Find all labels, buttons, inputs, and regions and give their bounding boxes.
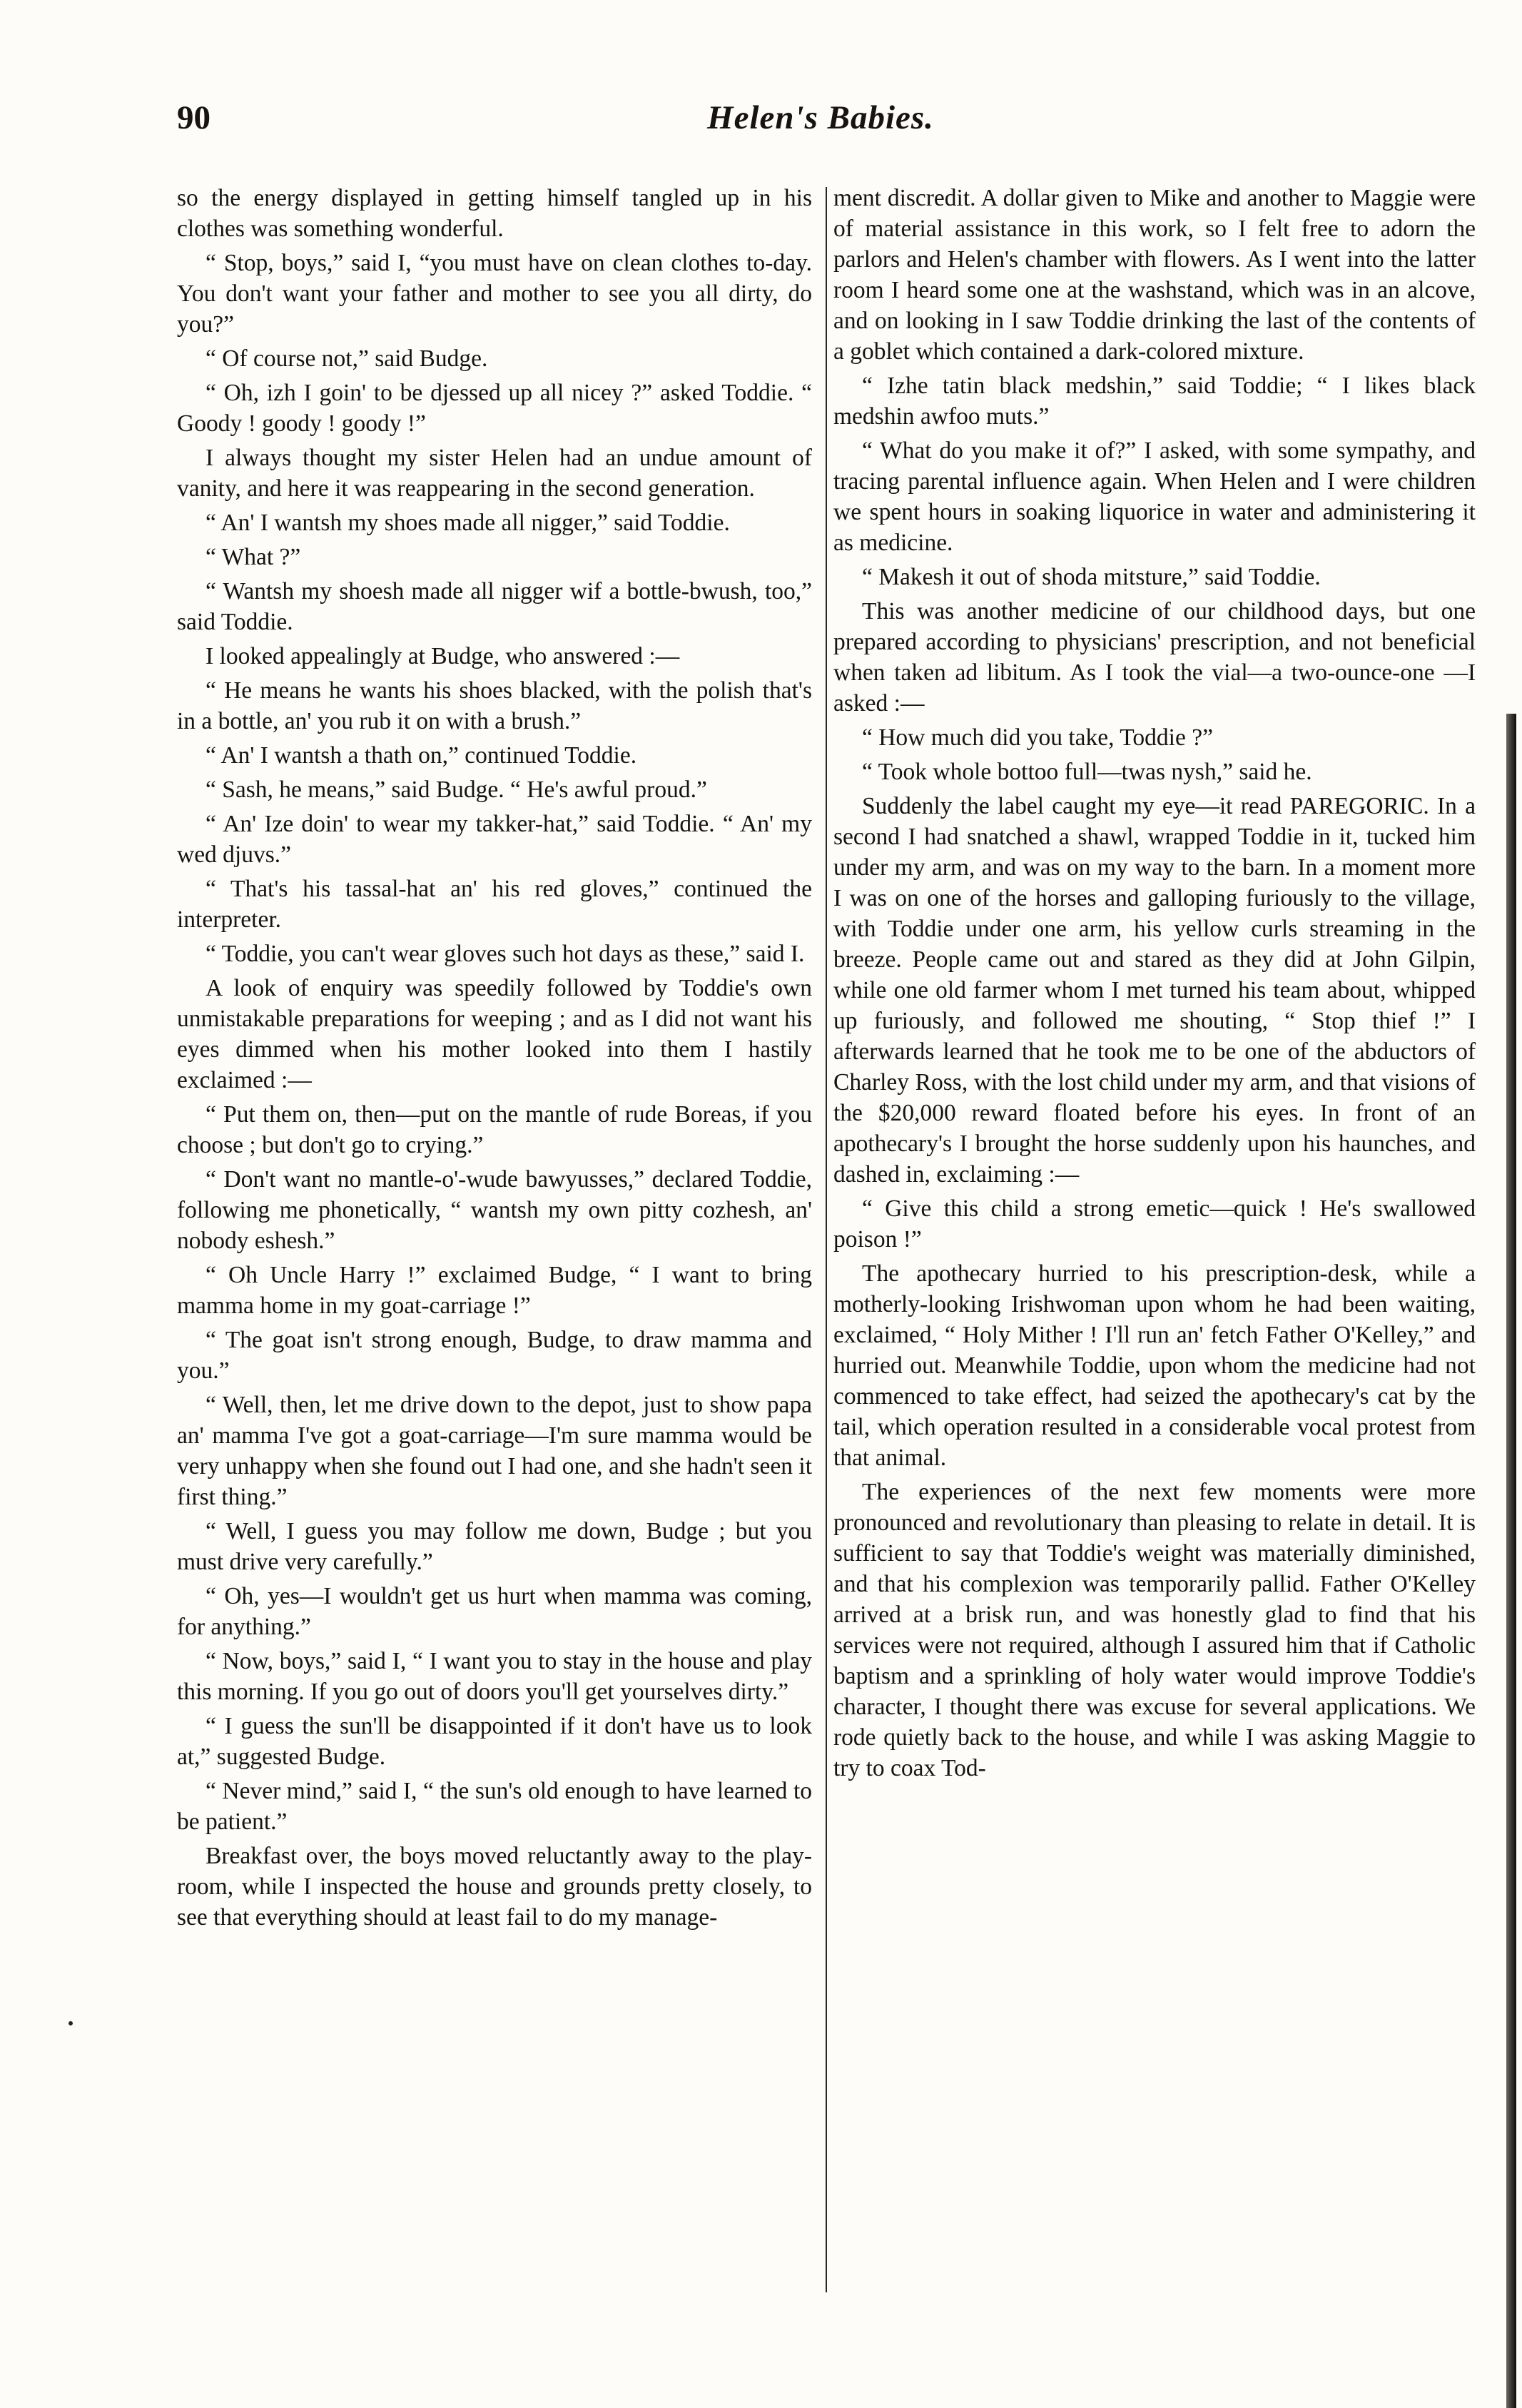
paragraph: “ An' Ize doin' to wear my takker-hat,” said Toddie. “ An' my wed djuvs.” bbox=[177, 811, 812, 868]
paragraph: “ Of course not,” said Budge. bbox=[206, 345, 488, 372]
paragraph: “ The goat isn't strong enough, Budge, to draw mamma and you.” bbox=[177, 1327, 812, 1384]
paragraph: “ Izhe tatin black medshin,” said Toddie; “ I likes black medshin awfoo muts.” bbox=[833, 373, 1476, 430]
paragraph: “ Give this child a strong emetic—quick ! He's swallowed poison !” bbox=[833, 1195, 1476, 1253]
paragraph: The experiences of the next few moments were more pronounced and revolutionary than pleasing to relate in detail. It is sufficient to say that Toddie's weight was materially diminished, and that his complexion was temporarily pallid. Father O'Kelley arrived at a brisk run, and was honestly glad to find that his services were not required, although I assured him that if Catholic baptism and a sprinkling of holy water would improve Toddie's character, I thought there was excuse for several applications. We rode quietly back to the house, and while I was asking Maggie to try to coax Tod- bbox=[833, 1479, 1476, 1781]
paragraph: “ Well, I guess you may follow me down, Budge ; but you must drive very carefully.” bbox=[177, 1518, 812, 1575]
paragraph: “ Toddie, you can't wear gloves such hot days as these,” said I. bbox=[206, 941, 805, 967]
paragraph: “ He means he wants his shoes blacked, with the polish that's in a bottle, an' you rub it on with a brush.” bbox=[177, 677, 812, 734]
paragraph: “ Oh Uncle Harry !” exclaimed Budge, “ I want to bring mamma home in my goat-carriage !” bbox=[177, 1262, 812, 1319]
paragraph: Suddenly the label caught my eye—it read PAREGORIC. In a second I had snatched a shawl, wrapped Toddie in it, tucked him under my arm, and was on my way to the barn. In a moment more I was on one of the horses and galloping furiously to the village, with Toddie under one arm, his yellow curls streaming in the breeze. People came out and stared as they did at John Gilpin, while one old farmer whom I met turned his team about, whipped up furiously, and followed me shouting, “ Stop thief !” I afterwards learned that he took me to be one of the abductors of Charley Ross, with the lost child under my arm, and that visions of the $20,000 reward floated before his eyes. In front of an apothecary's I brought the horse suddenly upon his haunches, and dashed in, exclaiming :— bbox=[833, 793, 1476, 1188]
paragraph: “ I guess the sun'll be disappointed if it don't have us to look at,” suggested Budge. bbox=[177, 1713, 812, 1770]
paragraph: “ Makesh it out of shoda mitsture,” said Toddie. bbox=[862, 564, 1321, 590]
paragraph: “ That's his tassal-hat an' his red gloves,” continued the interpreter. bbox=[177, 876, 812, 933]
paragraph: I always thought my sister Helen had an undue amount of vanity, and here it was reappearing in the second generation. bbox=[177, 445, 812, 502]
book-title: Helen's Babies. bbox=[707, 99, 934, 136]
paragraph: “ An' I wantsh my shoes made all nigger,” said Toddie. bbox=[206, 510, 730, 536]
left-column bbox=[177, 183, 812, 2338]
paragraph: “ What do you make it of?” I asked, with some sympathy, and tracing parental influence again. When Helen and I were children we spent hours in soaking liquorice in water and administering it as medicine. bbox=[833, 437, 1476, 556]
ink-speck bbox=[69, 2021, 73, 2025]
paragraph: “ Oh, yes—I wouldn't get us hurt when mamma was coming, for anything.” bbox=[177, 1583, 812, 1640]
running-head bbox=[171, 98, 1470, 148]
paragraph: “ An' I wantsh a thath on,” continued Toddie. bbox=[206, 742, 637, 769]
paragraph: “ Sash, he means,” said Budge. “ He's awful proud.” bbox=[206, 776, 707, 803]
paragraph: “ Took whole bottoo full—twas nysh,” said he. bbox=[862, 759, 1312, 785]
paragraph: “ Wantsh my shoesh made all nigger wif a bottle-bwush, too,” said Toddie. bbox=[177, 578, 812, 635]
book-spine-edge bbox=[1505, 0, 1522, 2408]
paragraph: “ How much did you take, Toddie ?” bbox=[862, 724, 1213, 751]
spine-shadow bbox=[1506, 714, 1516, 2408]
column-divider bbox=[826, 187, 827, 2292]
paragraph: so the energy displayed in getting himself tangled up in his clothes was something wonderful. bbox=[177, 185, 812, 242]
paragraph: “ Well, then, let me drive down to the depot, just to show papa an' mamma I've got a goat-carriage—I'm sure mamma would be very unhappy when she found out I had one, and she hadn't seen it first thing.” bbox=[177, 1392, 812, 1510]
paragraph: This was another medicine of our childhood days, but one prepared according to physicians' prescription, and not beneficial when taken ad libitum. As I took the vial—a two-ounce-one —I asked :— bbox=[833, 598, 1476, 717]
paragraph: “ Now, boys,” said I, “ I want you to stay in the house and play this morning. If you go out of doors you'll get yourselves dirty.” bbox=[177, 1648, 812, 1705]
right-column bbox=[833, 183, 1476, 2338]
paragraph: “ What ?” bbox=[206, 544, 301, 570]
page-number: 90 bbox=[177, 99, 210, 136]
paragraph: ment discredit. A dollar given to Mike and another to Maggie were of material assistance in this work, so I felt free to adorn the parlors and Helen's chamber with flowers. As I went into the latter room I heard some one at the washstand, which was in an alcove, and on looking in I saw Toddie drinking the last of the contents of a goblet which contained a dark-colored mixture. bbox=[833, 185, 1476, 365]
paragraph: “ Put them on, then—put on the mantle of rude Boreas, if you choose ; but don't go to crying.” bbox=[177, 1101, 812, 1158]
paragraph: “ Oh, izh I goin' to be djessed up all nicey ?” asked Toddie. “ Goody ! goody ! goody !” bbox=[177, 380, 812, 437]
paragraph: Breakfast over, the boys moved reluctantly away to the play-room, while I inspected the house and grounds pretty closely, to see that everything should at least fail to do my manage- bbox=[177, 1843, 812, 1931]
paragraph: The apothecary hurried to his prescription-desk, while a motherly-looking Irishwoman upon whom he had been waiting, exclaimed, “ Holy Mither ! I'll run an' fetch Father O'Kelley,” and hurried out. Meanwhile Toddie, upon whom the medicine had not commenced to take effect, had seized the apothecary's cat by the tail, which operation resulted in a considerable vocal protest from that animal. bbox=[833, 1260, 1476, 1471]
paragraph: “ Don't want no mantle-o'-wude bawyusses,” declared Toddie, following me phonetically, “ wantsh my own pitty cozhesh, an' nobody eshesh.” bbox=[177, 1166, 812, 1254]
paragraph: “ Stop, boys,” said I, “you must have on clean clothes to-day. You don't want your father and mother to see you all dirty, do you?” bbox=[177, 250, 812, 338]
paragraph: “ Never mind,” said I, “ the sun's old enough to have learned to be patient.” bbox=[177, 1778, 812, 1835]
paragraph: A look of enquiry was speedily followed by Toddie's own unmistakable preparations for weeping ; and as I did not want his eyes dimmed when his mother looked into them I hastily exclaimed :— bbox=[177, 975, 812, 1093]
paragraph: I looked appealingly at Budge, who answered :— bbox=[206, 643, 680, 669]
